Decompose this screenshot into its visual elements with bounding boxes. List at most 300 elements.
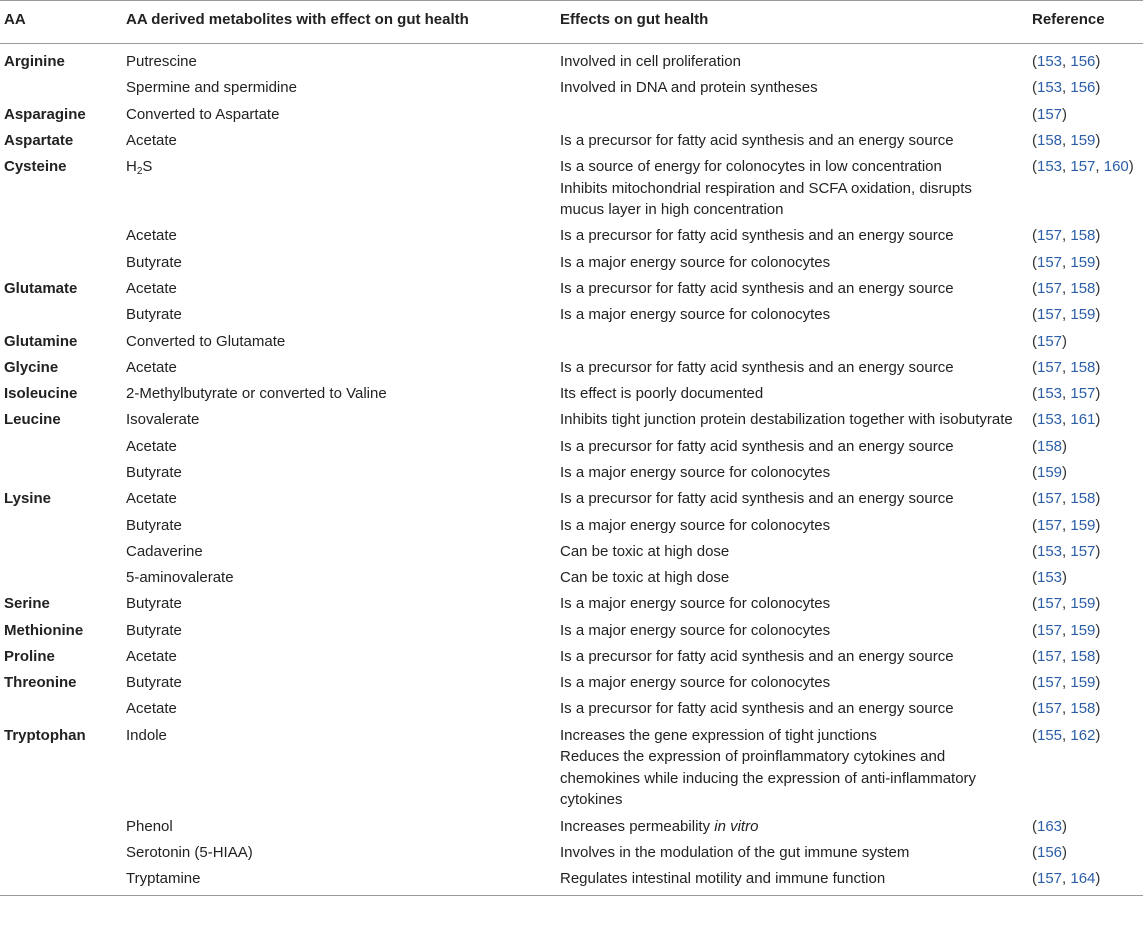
- table-row: [0, 154, 1143, 223]
- reference-link[interactable]: 155: [1037, 726, 1063, 744]
- reference-link[interactable]: 157: [1037, 253, 1063, 271]
- reference-paren-open: (: [1032, 870, 1037, 888]
- cell-effects: [556, 328, 1028, 354]
- cell-reference: [1028, 512, 1143, 538]
- cell-reference: [1028, 101, 1143, 127]
- cell-metabolite: [122, 276, 556, 302]
- reference-link[interactable]: 157: [1037, 227, 1063, 245]
- effect-line: [560, 436, 1016, 458]
- cell-amino-acid: Methionine: [4, 621, 84, 639]
- effect-text: Is a major energy source for colonocytes: [560, 674, 831, 692]
- table-row: [0, 407, 1143, 433]
- cell-effects: [556, 381, 1028, 407]
- reference-link[interactable]: 156: [1070, 79, 1096, 97]
- cell-metabolite: [122, 670, 556, 696]
- cell-reference: [1028, 127, 1143, 153]
- reference-link[interactable]: 159: [1070, 621, 1096, 639]
- reference-paren-open: (: [1032, 674, 1037, 692]
- effect-text: Is a major energy source for colonocytes: [560, 516, 831, 534]
- reference-paren-open: (: [1032, 227, 1037, 245]
- reference-link[interactable]: 153: [1037, 158, 1063, 176]
- effect-text: Inhibits tight junction protein destabilization together with isobutyrate: [560, 411, 1013, 429]
- header-reference: Reference: [1032, 11, 1105, 28]
- cell-metabolite: [122, 460, 556, 486]
- cell-amino-acid: [0, 302, 122, 328]
- reference-paren-open: (: [1032, 542, 1037, 560]
- effect-line: [560, 698, 1016, 720]
- metabolite-text: Butyrate: [126, 674, 182, 692]
- effect-text: Is a precursor for fatty acid synthesis and an energy source: [560, 490, 954, 508]
- cell-reference: [1028, 813, 1143, 839]
- cell-metabolite: [122, 722, 556, 813]
- table-row: [0, 75, 1143, 101]
- cell-amino-acid: Lysine: [4, 490, 51, 508]
- table-row: [0, 223, 1143, 249]
- reference-link[interactable]: 158: [1070, 490, 1096, 508]
- metabolite-text: Butyrate: [126, 463, 182, 481]
- effect-text: Is a precursor for fatty acid synthesis and an energy source: [560, 358, 954, 376]
- reference-link[interactable]: 159: [1070, 253, 1096, 271]
- reference-paren-close: ): [1095, 595, 1101, 613]
- table-row: [0, 722, 1143, 813]
- effect-line: [560, 567, 1016, 589]
- reference-link[interactable]: 164: [1070, 870, 1096, 888]
- cell-reference: [1028, 460, 1143, 486]
- cell-effects: [556, 839, 1028, 865]
- cell-metabolite: [122, 866, 556, 895]
- effect-text: Increases the gene expression of tight junctions: [560, 726, 877, 744]
- table-row: [0, 644, 1143, 670]
- table-row: [0, 565, 1143, 591]
- cell-metabolite: [122, 302, 556, 328]
- effect-text: Is a precursor for fatty acid synthesis and an energy source: [560, 437, 954, 455]
- reference-paren-open: (: [1032, 621, 1037, 639]
- cell-metabolite: [122, 354, 556, 380]
- reference-separator: ,: [1062, 490, 1071, 508]
- reference-link[interactable]: 157: [1037, 674, 1063, 692]
- reference-separator: ,: [1062, 595, 1071, 613]
- reference-link[interactable]: 156: [1037, 843, 1063, 861]
- cell-reference: [1028, 617, 1143, 643]
- table-header: [0, 1, 1143, 44]
- reference-paren-close: ): [1062, 843, 1068, 861]
- reference-link[interactable]: 157: [1037, 490, 1063, 508]
- reference-separator: ,: [1062, 870, 1071, 888]
- effect-line: [560, 725, 1016, 747]
- cell-metabolite: [122, 538, 556, 564]
- reference-link[interactable]: 158: [1037, 437, 1063, 455]
- metabolite-text: Butyrate: [126, 595, 182, 613]
- metabolite-text: Acetate: [126, 279, 177, 297]
- reference-link[interactable]: 153: [1037, 542, 1063, 560]
- reference-paren-close: ): [1095, 131, 1101, 149]
- reference-link[interactable]: 158: [1070, 227, 1096, 245]
- cell-metabolite: [122, 75, 556, 101]
- metabolite-text: Serotonin (5-HIAA): [126, 843, 253, 861]
- reference-link[interactable]: 157: [1037, 870, 1063, 888]
- reference-paren-open: (: [1032, 358, 1037, 376]
- effect-text: Is a precursor for fatty acid synthesis and an energy source: [560, 227, 954, 245]
- cell-reference: [1028, 354, 1143, 380]
- cell-reference: [1028, 381, 1143, 407]
- reference-separator: ,: [1062, 227, 1071, 245]
- cell-metabolite: [122, 696, 556, 722]
- reference-link[interactable]: 157: [1037, 332, 1063, 350]
- effect-line: [560, 383, 1016, 405]
- reference-link[interactable]: 158: [1070, 647, 1096, 665]
- cell-amino-acid: Asparagine: [4, 105, 86, 123]
- reference-paren-open: (: [1032, 158, 1037, 176]
- reference-paren-close: ): [1095, 227, 1101, 245]
- reference-paren-close: ): [1095, 870, 1101, 888]
- reference-paren-open: (: [1032, 700, 1037, 718]
- effect-text: Is a precursor for fatty acid synthesis and an energy source: [560, 131, 954, 149]
- effect-text: Regulates intestinal motility and immune function: [560, 870, 886, 888]
- table-row: [0, 512, 1143, 538]
- table-row: [0, 328, 1143, 354]
- reference-link[interactable]: 158: [1070, 700, 1096, 718]
- table-row: [0, 839, 1143, 865]
- cell-amino-acid: [0, 249, 122, 275]
- cell-metabolite: [122, 328, 556, 354]
- reference-paren-close: ): [1095, 385, 1101, 403]
- reference-paren-close: ): [1095, 700, 1101, 718]
- reference-paren-close: ): [1095, 621, 1101, 639]
- reference-link[interactable]: 153: [1037, 569, 1063, 587]
- effect-line: [560, 515, 1016, 537]
- metabolite-text: Acetate: [126, 647, 177, 665]
- reference-link[interactable]: 153: [1037, 79, 1063, 97]
- effect-line: [560, 252, 1016, 274]
- table-row: [0, 433, 1143, 459]
- reference-separator: ,: [1062, 306, 1071, 324]
- effect-line: [560, 225, 1016, 247]
- metabolite-text: Converted to Glutamate: [126, 332, 286, 350]
- cell-effects: [556, 223, 1028, 249]
- effect-line: [560, 462, 1016, 484]
- table-row: [0, 44, 1143, 75]
- reference-link[interactable]: 153: [1037, 411, 1063, 429]
- reference-paren-close: ): [1095, 411, 1101, 429]
- cell-effects: [556, 44, 1028, 75]
- effect-line: [560, 77, 1016, 99]
- reference-link[interactable]: 157: [1037, 279, 1063, 297]
- cell-effects: [556, 433, 1028, 459]
- cell-effects: [556, 722, 1028, 813]
- metabolite-text: H: [126, 158, 137, 176]
- reference-link[interactable]: 157: [1037, 700, 1063, 718]
- cell-effects: [556, 670, 1028, 696]
- effect-line: [560, 51, 1016, 73]
- cell-metabolite: [122, 223, 556, 249]
- reference-paren-open: (: [1032, 332, 1037, 350]
- reference-paren-close: ): [1095, 253, 1101, 271]
- reference-paren-close: ): [1095, 358, 1101, 376]
- effect-text: Is a source of energy for colonocytes in low concentration: [560, 158, 942, 176]
- reference-paren-open: (: [1032, 131, 1037, 149]
- cell-reference: [1028, 249, 1143, 275]
- reference-paren-open: (: [1032, 490, 1037, 508]
- cell-reference: [1028, 407, 1143, 433]
- cell-metabolite: [122, 433, 556, 459]
- cell-amino-acid: Leucine: [4, 411, 61, 429]
- cell-amino-acid: [0, 866, 122, 895]
- reference-link[interactable]: 159: [1070, 131, 1096, 149]
- cell-metabolite: [122, 617, 556, 643]
- cell-effects: [556, 302, 1028, 328]
- header-metabolites: AA derived metabolites with effect on gut health: [126, 11, 469, 28]
- effect-line: [560, 178, 1016, 221]
- effect-text: Involved in cell proliferation: [560, 53, 741, 70]
- cell-amino-acid: [0, 433, 122, 459]
- effect-text: Is a precursor for fatty acid synthesis and an energy source: [560, 279, 954, 297]
- cell-reference: [1028, 538, 1143, 564]
- metabolite-text: Butyrate: [126, 253, 182, 271]
- table-row: [0, 696, 1143, 722]
- reference-link[interactable]: 156: [1070, 53, 1096, 70]
- effect-line: [560, 488, 1016, 510]
- cell-reference: [1028, 866, 1143, 895]
- table-row: [0, 101, 1143, 127]
- table-row: [0, 866, 1143, 895]
- effect-text: Is a major energy source for colonocytes: [560, 621, 831, 639]
- metabolite-text: Cadaverine: [126, 542, 203, 560]
- effect-line: [560, 746, 1016, 811]
- cell-effects: [556, 538, 1028, 564]
- reference-link[interactable]: 158: [1070, 358, 1096, 376]
- metabolite-text: Acetate: [126, 700, 177, 718]
- reference-separator: ,: [1062, 358, 1071, 376]
- header-aa: AA: [4, 11, 26, 28]
- metabolite-text: Acetate: [126, 227, 177, 245]
- cell-effects: [556, 407, 1028, 433]
- effect-line: [560, 593, 1016, 615]
- cell-effects: [556, 154, 1028, 223]
- reference-paren-close: ): [1095, 542, 1101, 560]
- cell-metabolite: [122, 381, 556, 407]
- reference-link[interactable]: 157: [1070, 158, 1096, 176]
- cell-metabolite: [122, 154, 556, 223]
- cell-reference: [1028, 433, 1143, 459]
- cell-amino-acid: [0, 565, 122, 591]
- reference-link[interactable]: 157: [1037, 358, 1063, 376]
- cell-amino-acid: [0, 512, 122, 538]
- cell-amino-acid: Glutamine: [4, 332, 78, 350]
- reference-link[interactable]: 157: [1070, 542, 1096, 560]
- reference-paren-open: (: [1032, 817, 1037, 835]
- reference-paren-close: ): [1095, 79, 1101, 97]
- effect-line: [560, 357, 1016, 379]
- cell-amino-acid: [0, 538, 122, 564]
- metabolite-text: Tryptamine: [126, 870, 201, 888]
- cell-effects: [556, 276, 1028, 302]
- effect-text: Can be toxic at high dose: [560, 542, 730, 560]
- reference-separator: ,: [1062, 253, 1071, 271]
- reference-paren-close: ): [1095, 674, 1101, 692]
- reference-link[interactable]: 157: [1037, 105, 1063, 123]
- cell-reference: [1028, 75, 1143, 101]
- cell-amino-acid: [0, 839, 122, 865]
- reference-paren-close: ): [1062, 463, 1068, 481]
- reference-link[interactable]: 157: [1037, 595, 1063, 613]
- reference-paren-close: ): [1095, 53, 1101, 70]
- reference-separator: ,: [1062, 621, 1071, 639]
- cell-amino-acid: [0, 696, 122, 722]
- table-row: [0, 670, 1143, 696]
- reference-link[interactable]: 157: [1037, 621, 1063, 639]
- reference-link[interactable]: 160: [1103, 158, 1129, 176]
- reference-separator: ,: [1062, 700, 1071, 718]
- reference-separator: ,: [1062, 516, 1071, 534]
- metabolite-text-tail: S: [142, 158, 153, 176]
- table-row: [0, 813, 1143, 839]
- table-body: [0, 44, 1143, 896]
- cell-reference: [1028, 591, 1143, 617]
- reference-link[interactable]: 153: [1037, 385, 1063, 403]
- reference-separator: ,: [1062, 158, 1071, 176]
- metabolite-text: Butyrate: [126, 621, 182, 639]
- reference-link[interactable]: 157: [1037, 306, 1063, 324]
- metabolite-text: Isovalerate: [126, 411, 200, 429]
- reference-separator: ,: [1062, 131, 1071, 149]
- effect-text: Is a precursor for fatty acid synthesis and an energy source: [560, 700, 954, 718]
- reference-paren-close: ): [1062, 105, 1068, 123]
- metabolite-text: Butyrate: [126, 306, 182, 324]
- reference-separator: ,: [1095, 158, 1104, 176]
- cell-metabolite: [122, 127, 556, 153]
- cell-reference: [1028, 696, 1143, 722]
- cell-effects: [556, 565, 1028, 591]
- table-row: [0, 538, 1143, 564]
- cell-reference: [1028, 302, 1143, 328]
- cell-metabolite: [122, 565, 556, 591]
- effect-text: Reduces the expression of proinflammatory cytokines and chemokines while inducing the expression of anti-inflammatory cytokines: [560, 748, 977, 809]
- effect-text: Is a major energy source for colonocytes: [560, 253, 831, 271]
- reference-paren-close: ): [1062, 437, 1068, 455]
- reference-separator: ,: [1062, 542, 1071, 560]
- reference-paren-close: ): [1062, 817, 1068, 835]
- cell-effects: [556, 512, 1028, 538]
- cell-effects: [556, 644, 1028, 670]
- cell-effects: [556, 696, 1028, 722]
- cell-effects: [556, 591, 1028, 617]
- cell-reference: [1028, 223, 1143, 249]
- reference-link[interactable]: 157: [1070, 385, 1096, 403]
- reference-link[interactable]: 159: [1037, 463, 1063, 481]
- cell-reference: [1028, 328, 1143, 354]
- effect-text: Is a major energy source for colonocytes: [560, 306, 831, 324]
- cell-reference: [1028, 44, 1143, 75]
- cell-amino-acid: [0, 223, 122, 249]
- cell-metabolite: [122, 839, 556, 865]
- reference-link[interactable]: 153: [1037, 53, 1063, 70]
- reference-paren-open: (: [1032, 569, 1037, 587]
- reference-paren-close: ): [1095, 490, 1101, 508]
- reference-paren-close: ): [1095, 726, 1101, 744]
- reference-paren-open: (: [1032, 843, 1037, 861]
- reference-link[interactable]: 159: [1070, 595, 1096, 613]
- reference-separator: ,: [1062, 411, 1071, 429]
- reference-paren-close: ): [1062, 332, 1068, 350]
- effect-text: Can be toxic at high dose: [560, 569, 730, 587]
- reference-paren-open: (: [1032, 437, 1037, 455]
- cell-amino-acid: Cysteine: [4, 158, 67, 176]
- reference-link[interactable]: 159: [1070, 516, 1096, 534]
- cell-effects: [556, 617, 1028, 643]
- effect-text: Involved in DNA and protein syntheses: [560, 79, 818, 97]
- metabolite-text: Phenol: [126, 817, 173, 835]
- reference-link[interactable]: 158: [1037, 131, 1063, 149]
- effect-text: Involves in the modulation of the gut immune system: [560, 843, 910, 861]
- reference-paren-open: (: [1032, 53, 1037, 70]
- reference-separator: ,: [1062, 647, 1071, 665]
- effect-line: [560, 816, 1016, 838]
- table-row: [0, 354, 1143, 380]
- cell-effects: [556, 866, 1028, 895]
- cell-effects: [556, 101, 1028, 127]
- reference-link[interactable]: 162: [1070, 726, 1096, 744]
- cell-metabolite: [122, 591, 556, 617]
- cell-amino-acid: Glycine: [4, 358, 59, 376]
- effect-text: Is a precursor for fatty acid synthesis and an energy source: [560, 647, 954, 665]
- cell-amino-acid: Serine: [4, 595, 50, 613]
- reference-separator: ,: [1062, 385, 1071, 403]
- cell-effects: [556, 813, 1028, 839]
- cell-reference: [1028, 486, 1143, 512]
- cell-reference: [1028, 644, 1143, 670]
- reference-paren-open: (: [1032, 463, 1037, 481]
- reference-paren-open: (: [1032, 516, 1037, 534]
- reference-paren-close: ): [1062, 569, 1068, 587]
- effect-italic-text: in vitro: [714, 817, 759, 835]
- reference-paren-close: ): [1095, 306, 1101, 324]
- effect-text: Is a major energy source for colonocytes: [560, 463, 831, 481]
- cell-effects: [556, 486, 1028, 512]
- cell-effects: [556, 354, 1028, 380]
- reference-paren-open: (: [1032, 79, 1037, 97]
- metabolite-text: Spermine and spermidine: [126, 79, 297, 97]
- cell-reference: [1028, 722, 1143, 813]
- cell-metabolite: [122, 44, 556, 75]
- metabolite-text: 5-aminovalerate: [126, 569, 234, 587]
- effect-text: Inhibits mitochondrial respiration and SCFA oxidation, disrupts mucus layer in high concentration: [560, 179, 972, 219]
- cell-reference: [1028, 565, 1143, 591]
- cell-amino-acid: [0, 813, 122, 839]
- cell-effects: [556, 460, 1028, 486]
- reference-link[interactable]: 161: [1070, 411, 1096, 429]
- cell-metabolite: [122, 249, 556, 275]
- cell-metabolite: [122, 101, 556, 127]
- reference-link[interactable]: 158: [1070, 279, 1096, 297]
- effect-line: [560, 304, 1016, 326]
- reference-link[interactable]: 163: [1037, 817, 1063, 835]
- metabolite-text: Acetate: [126, 358, 177, 376]
- effect-text: Its effect is poorly documented: [560, 385, 764, 403]
- reference-link[interactable]: 157: [1037, 516, 1063, 534]
- reference-paren-open: (: [1032, 726, 1037, 744]
- cell-effects: [556, 249, 1028, 275]
- reference-paren-open: (: [1032, 253, 1037, 271]
- cell-metabolite: [122, 813, 556, 839]
- cell-reference: [1028, 154, 1143, 223]
- reference-link[interactable]: 159: [1070, 674, 1096, 692]
- reference-link[interactable]: 157: [1037, 647, 1063, 665]
- table-row: [0, 127, 1143, 153]
- cell-metabolite: [122, 512, 556, 538]
- cell-amino-acid: Glutamate: [4, 279, 78, 297]
- reference-link[interactable]: 159: [1070, 306, 1096, 324]
- effect-line: [560, 842, 1016, 864]
